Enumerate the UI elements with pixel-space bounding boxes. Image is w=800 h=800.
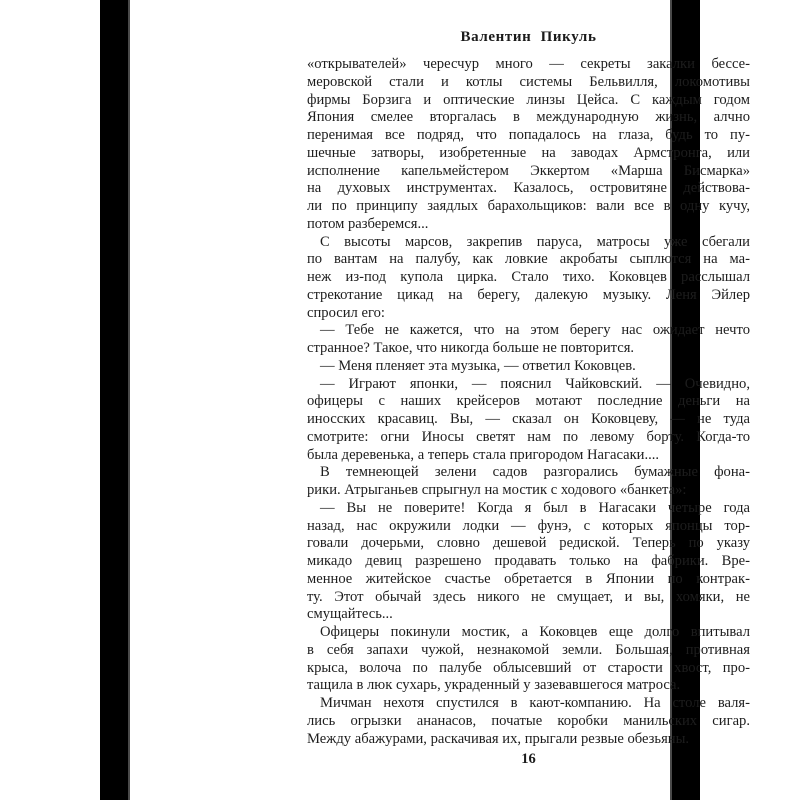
text-line: была деревенька, а теперь стала пригородом Нагасаки.... (307, 446, 660, 463)
text-line: рики. Атрыганьев спрыгнул на мостик с ходового «банкета»: (307, 482, 687, 498)
text-line: тащила в люк сухарь, украденный у зазевавшегося матроса. (307, 677, 681, 694)
text-line: В темнеющей зелени садов разгорались бумажные фона- (320, 464, 750, 481)
text-line: фирмы Борзига и оптические линзы Цейса. С каждым годом (307, 91, 750, 108)
text-line: С высоты марсов, закрепив паруса, матросы уже сбегали (320, 233, 750, 250)
text-line: Между абажурами, раскачивая их, прыгали резвые обезьяны. (307, 730, 690, 747)
scan-edge-left (100, 0, 130, 800)
text-line: по вантам на палубу, как ловкие акробаты сыплются на ма- (307, 251, 750, 268)
text-line: менное житейское счастье обретается в Японии по контрак- (307, 570, 750, 587)
page-number: 16 (521, 751, 536, 767)
text-line: говали дочерьми, словно дешевой редиской. Теперь по указу (307, 535, 750, 552)
text-line: — Меня пленяет эта музыка, — ответил Коковцев. (320, 357, 636, 374)
text-line: офицеры с наших крейсеров мотают последние деньги на (307, 393, 750, 410)
text-line: неж из-под купола цирка. Стало тихо. Коковцев расслышал (307, 269, 750, 285)
text-line: микадо девиц разрешено продавать только на фабрики. Вре- (307, 553, 750, 569)
text-line: смотрите: огни Иносы светят нам по левому борту. Когда-то (307, 428, 750, 445)
text-line: потом разберемся... (307, 215, 429, 232)
text-line: Япония смелее вторгалась в международную жизнь, алчно (307, 109, 750, 126)
book-page (130, 0, 750, 800)
text-line: ту. Этот обычай здесь никого не смущает, и вы, хомяки, не (307, 588, 750, 605)
text-line: иносских красавиц. Вы, — сказал он Коковцеву, — не туда (307, 411, 750, 427)
text-line: смущайтесь... (307, 606, 393, 623)
text-line: Мичман нехотя спустился в кают-компанию. На столе валя- (320, 695, 750, 711)
text-line: шечные затворы, изобретенные на заводах Армстронга, или (307, 144, 750, 161)
text-line: исполнение капельмейстером Эккертом «Марша Бисмарка» (307, 162, 750, 179)
text-line: стрекотание цикад на берегу, далекую музыку. Леня Эйлер (307, 286, 750, 303)
text-line: — Играют японки, — пояснил Чайковский. — Очевидно, (320, 375, 750, 392)
text-line: спросил его: (307, 304, 385, 321)
text-line: странное? Такое, что никогда больше не повторится. (307, 340, 635, 356)
text-line: на духовых инструментах. Казалось, островитяне действова- (307, 180, 750, 197)
text-block (307, 56, 750, 748)
text-line: лись огрызки ананасов, початые коробки манильских сигар. (307, 712, 750, 729)
text-line: — Тебе не кажется, что на этом берегу нас ожидает нечто (320, 322, 750, 339)
text-line: меровской стали и котлы системы Бельвилля, локомотивы (307, 73, 750, 90)
running-header: Валентин Пикуль (460, 29, 597, 45)
text-line: — Вы не поверите! Когда я был в Нагасаки четыре года (320, 499, 750, 516)
text-line: в себя запахи чужой, незнакомой земли. Большая, противная (307, 641, 750, 658)
text-line: перенимая все подряд, что попадалось на глаза, будь то пу- (307, 127, 750, 143)
text-line: назад, нас окружили лодки — фунэ, с которых японцы тор- (307, 517, 750, 534)
text-line: крыса, волоча по палубе облысевший от старости хвост, про- (307, 659, 750, 676)
text-line: ли по принципу заядлых барахольщиков: вали все в одну кучу, (307, 198, 750, 214)
text-line: «открывателей» чересчур много — секреты закалки бессе- (307, 56, 750, 72)
text-line: Офицеры покинули мостик, а Коковцев еще долго впитывал (320, 624, 750, 640)
